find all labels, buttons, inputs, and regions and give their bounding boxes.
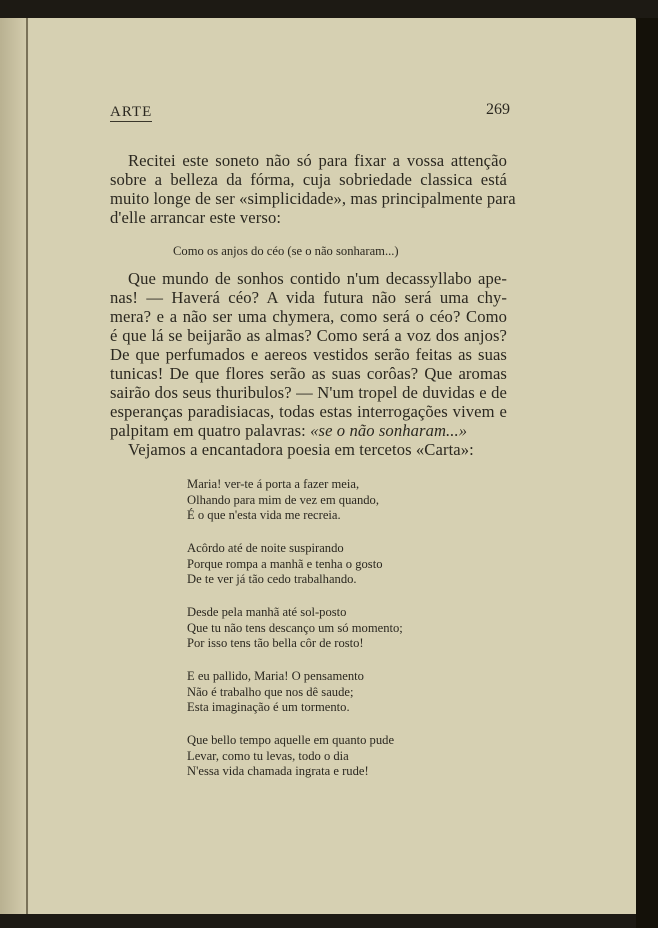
poem-line: Que tu não tens descanço um só momento; [187, 620, 403, 635]
poem-stanza [187, 733, 394, 780]
poem-line: Esta imaginação é um tormento. [187, 700, 350, 715]
poem-line: Levar, como tu levas, todo o dia [187, 748, 349, 763]
gutter-fold-line [26, 18, 28, 914]
poem-stanza [187, 541, 383, 588]
paragraph-2-line: mera? e a não ser uma chymera, como será o céo? Como [110, 307, 507, 326]
paragraph-2-line: tunicas! De que flores serão as suas corôas? Que aromas [110, 364, 507, 383]
paragraph-2-line: nas! — Haverá céo? A vida futura não será uma chy- [110, 288, 507, 307]
paragraph-2-line: De que perfumados e aereos vestidos serão feitas as suas [110, 345, 507, 364]
running-head: ARTE [110, 104, 153, 120]
poem-line: Porque rompa a manhã e tenha o gosto [187, 556, 383, 571]
poem-line: E eu pallido, Maria! O pensamento [187, 669, 364, 683]
poem-line: Maria! ver-te á porta a fazer meia, [187, 477, 360, 491]
paragraph-3: Vejamos a encantadora poesia em tercetos «Carta»: [128, 440, 474, 459]
quoted-verse: Como os anjos do céo (se o não sonharam...) [173, 244, 399, 258]
last-line-prefix: palpitam em quatro palavras: [110, 421, 311, 440]
paragraph-1-line: Recitei este soneto não só para fixar a vossa attenção [128, 151, 507, 170]
paragraph-2-line: esperanças paradisiacas, todas estas interrogações vivem e [110, 402, 507, 421]
poem-line: Que bello tempo aquelle em quanto pude [187, 733, 395, 747]
paragraph-1-line: d'elle arrancar este verso: [110, 208, 282, 227]
paragraph-2-line: sairão dos seus thuribulos? — N'um tropel de duvidas e de [110, 383, 507, 402]
paragraph-1-line: sobre a belleza da fórma, cuja sobriedade classica está [110, 170, 507, 189]
paragraph-1-line: muito longe de ser «simplicidade», mas principalmente para [110, 189, 516, 208]
poem-line: De te ver já tão cedo trabalhando. [187, 572, 357, 587]
poem-line: Por isso tens tão bella côr de rosto! [187, 636, 364, 651]
paragraph-2-last-line [110, 422, 507, 441]
page-number: 269 [486, 101, 510, 118]
italic-quote: «se o não sonharam...» [310, 421, 468, 440]
poem-line: Acôrdo até de noite suspirando [187, 541, 344, 555]
poem-line: Não é trabalho que nos dê saude; [187, 684, 354, 699]
poem-line: É o que n'esta vida me recreia. [187, 508, 341, 523]
paragraph-2-line: é que lá se beijarão as almas? Como será a voz dos anjos? [110, 326, 507, 345]
poem-stanza [187, 477, 379, 524]
paragraph-2-line: Que mundo de sonhos contido n'um decassyllabo ape- [128, 269, 507, 288]
poem-stanza [187, 605, 403, 652]
poem-line: N'essa vida chamada ingrata e rude! [187, 764, 369, 779]
poem-line: Desde pela manhã até sol-posto [187, 605, 347, 619]
page-edge-shadow [636, 18, 658, 928]
poem-line: Olhando para mim de vez em quando, [187, 492, 379, 507]
poem-stanza [187, 669, 364, 716]
